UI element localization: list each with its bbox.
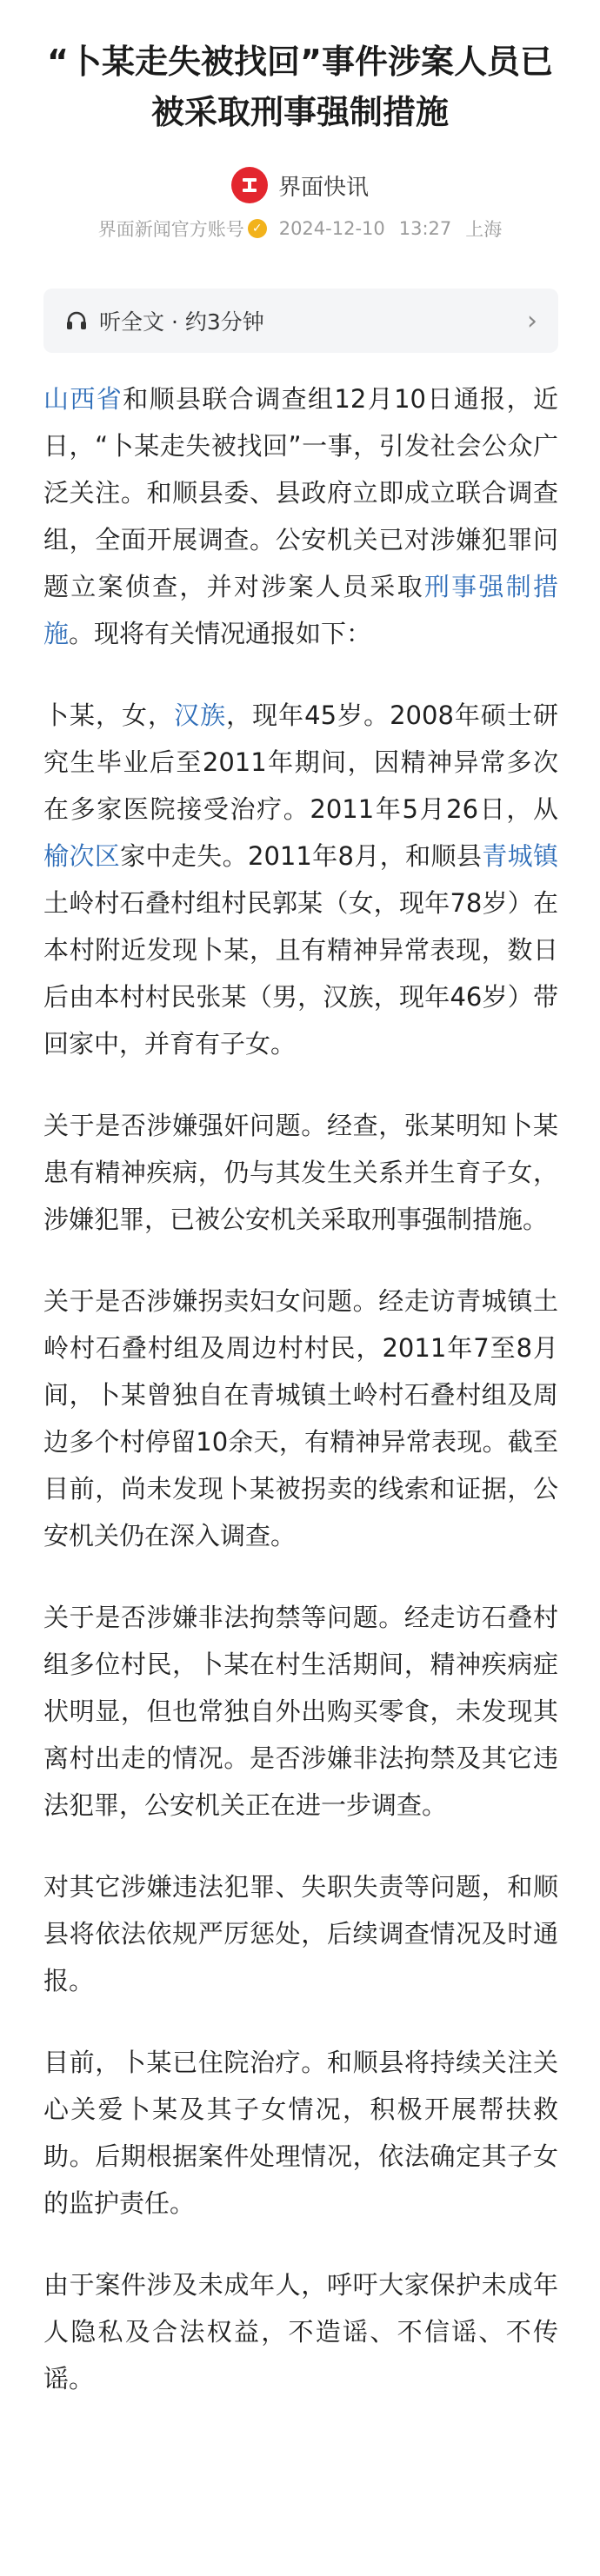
paragraph-1 [43, 375, 558, 657]
paragraph-5: 关于是否涉嫌非法拘禁等问题。经走访石叠村组多位村民，卜某在村生活期间，精神疾病症状明显，但也常独自外出购买零食，未发现其离村出走的情况。是否涉嫌非法拘禁及其它违法犯罪，公安机关正在进一步调查。 [43, 1603, 558, 1820]
article-body [43, 375, 558, 2437]
author-name[interactable]: 界面快讯 [277, 174, 369, 201]
logo-glyph [238, 174, 261, 196]
meta-row [0, 216, 600, 242]
publish-date: 2024-12-10 [278, 218, 385, 239]
paragraph-3: 关于是否涉嫌强奸问题。经查，张某明知卜某患有精神疾病，仍与其发生关系并生育子女，涉嫌犯罪，已被公安机关采取刑事强制措施。 [43, 1111, 558, 1234]
paragraph-2-text-c: 家中走失。2011年8月，和顺县 [120, 841, 483, 871]
link-han-ethnicity[interactable]: 汉族 [174, 700, 227, 730]
paragraph-7: 目前，卜某已住院治疗。和顺县将持续关注关心关爱卜某及其子女情况，积极开展帮扶救助。后期根据案件处理情况，依法确定其子女的监护责任。 [43, 2048, 558, 2218]
paragraph-8: 由于案件涉及未成年人，呼吁大家保护未成年人隐私及合法权益，不造谣、不信谣、不传谣。 [43, 2270, 558, 2393]
publish-location: 上海 [465, 219, 503, 240]
paragraph-2-text-d: 土岭村石叠村组村民郭某（女，现年78岁）在本村附近发现卜某，且有精神异常表现，数日后由本村村民张某（男，汉族，现年46岁）带回家中，并育有子女。 [43, 888, 558, 1059]
listen-full-text-button[interactable] [43, 289, 558, 353]
link-criminal-measures[interactable]: 刑事强制措施 [43, 572, 558, 648]
link-yuci-district[interactable]: 榆次区 [43, 841, 121, 871]
paragraph-2 [43, 692, 558, 1067]
chevron-right-icon: › [527, 305, 537, 336]
paragraph-1-text-a: 和顺县联合调查组12月10日通报，近日，“卜某走失被找回”一事，引发社会公众广泛关注。和顺县委、县政府立即成立联合调查组，全面开展调查。公安机关已对涉嫌犯罪问题立案侦查，并对涉案人员采取 [43, 384, 558, 601]
listen-label: 听全文 · 约3分钟 [99, 309, 264, 335]
paragraph-1-text-b: 。现将有关情况通报如下： [69, 619, 372, 648]
publish-time: 13:27 [398, 218, 452, 239]
source-account: 界面新闻官方账号 [97, 219, 244, 240]
author-row[interactable] [0, 167, 600, 203]
verified-badge-icon: ✓ [248, 219, 267, 238]
paragraph-2-text-a: 卜某，女， [43, 700, 175, 730]
jiemian-logo-icon [231, 167, 268, 203]
headphones-icon [64, 309, 89, 333]
paragraph-2-text-b: ，现年45岁。2008年硕士研究生毕业后至2011年期间，因精神异常多次在多家医院接受治疗。2011年5月26日，从 [43, 700, 558, 824]
article-title: “卜某走失被找回”事件涉案人员已被采取刑事强制措施 [47, 43, 553, 131]
link-qingcheng-town[interactable]: 青城镇 [482, 841, 558, 871]
paragraph-6: 对其它涉嫌违法犯罪、失职失责等问题，和顺县将依法依规严厉惩处，后续调查情况及时通报。 [43, 1872, 558, 1995]
link-shanxi[interactable]: 山西省 [43, 384, 123, 414]
paragraph-4: 关于是否涉嫌拐卖妇女问题。经走访青城镇土岭村石叠村组及周边村村民，2011年7至8月间，卜某曾独自在青城镇土岭村石叠村组及周边多个村停留10余天，有精神异常表现。截至目前，尚未发现卜某被拐卖的线索和证据，公安机关仍在深入调查。 [43, 1286, 558, 1550]
